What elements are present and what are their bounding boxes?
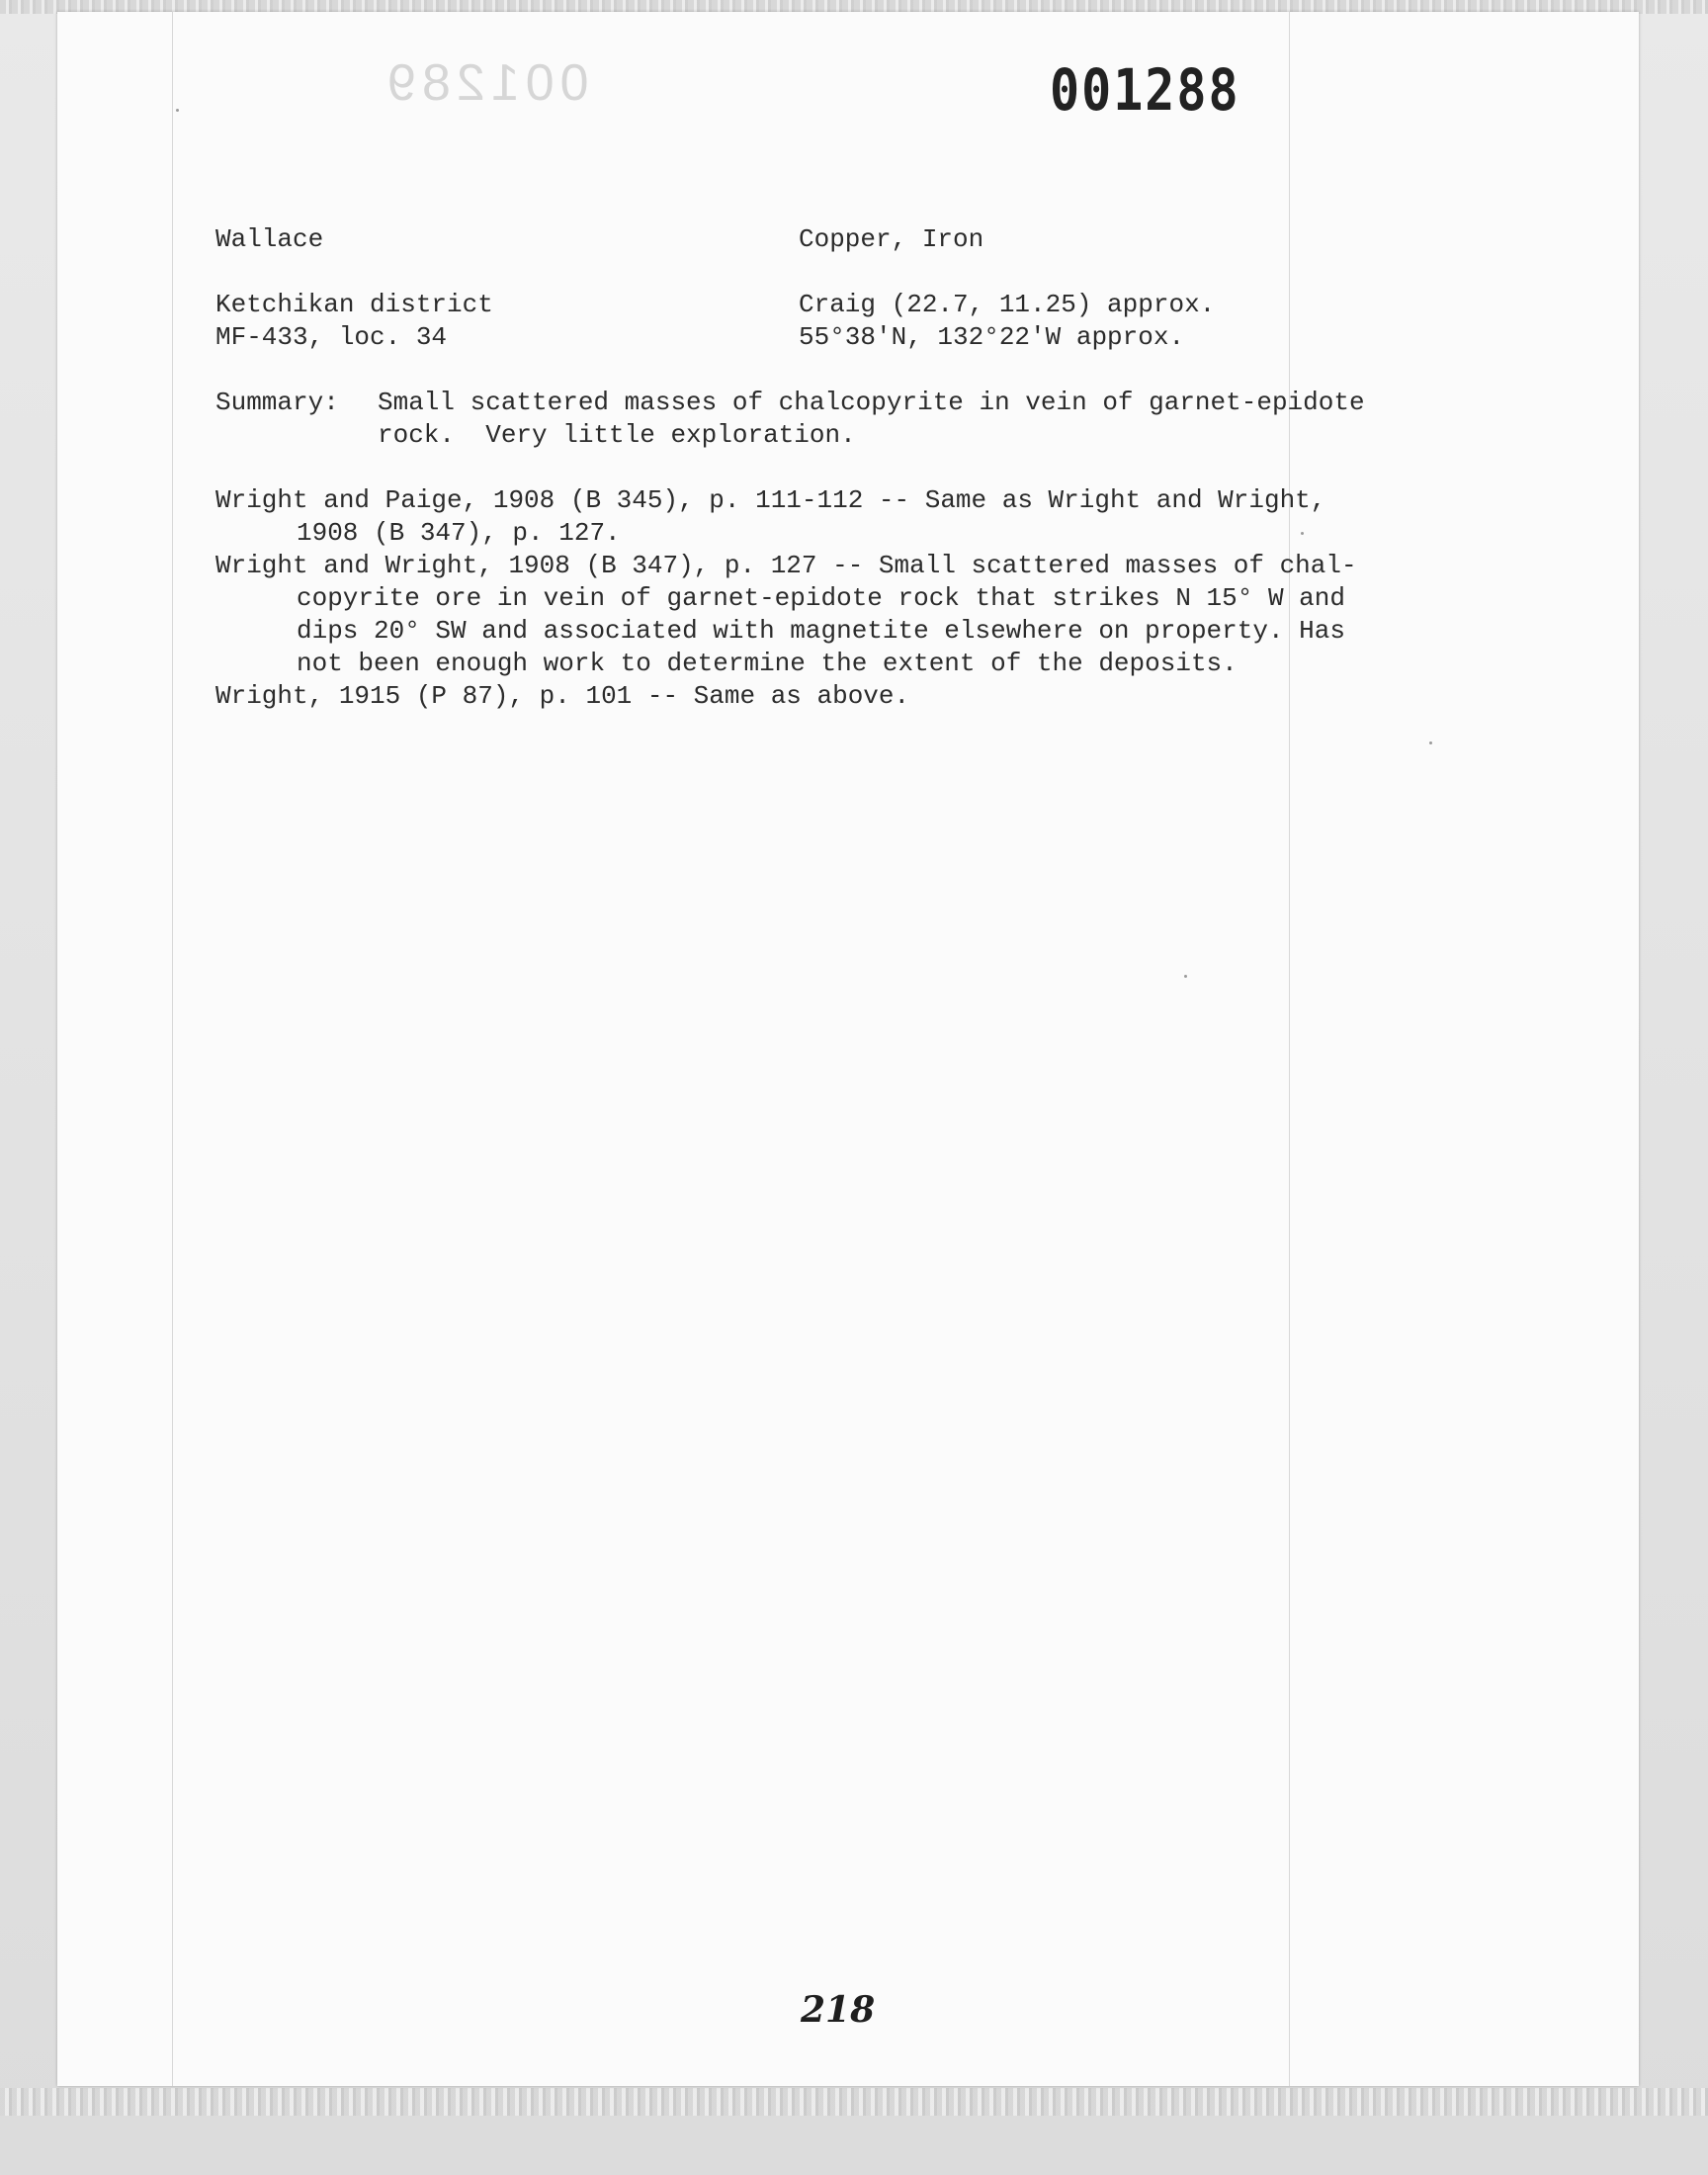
scan-speck (176, 109, 179, 112)
record-commodities: Copper, Iron (799, 224, 984, 254)
reference-entry (215, 680, 909, 713)
summary-line: rock. Very little exploration. (378, 420, 856, 450)
reference-first-line: Wright and Paige, 1908 (B 345), p. 111-112 -- Same as Wright and Wright, (215, 485, 1326, 515)
record-district: Ketchikan district (215, 290, 493, 319)
bleed-through-number: 001289 (382, 54, 589, 112)
record-coordinates: 55°38'N, 132°22'W approx. (799, 322, 1185, 352)
record-name: Wallace (215, 224, 324, 254)
fold-line-right (1289, 12, 1290, 2086)
scan-edge-bottom (0, 2088, 1708, 2116)
summary-label: Summary: (215, 388, 339, 417)
reference-continuation: dips 20° SW and associated with magnetite elsewhere on property. Has (297, 616, 1345, 646)
document-number: 001288 (1050, 57, 1240, 124)
record-quadrangle: Craig (22.7, 11.25) approx. (799, 290, 1216, 319)
fold-line-left (172, 12, 173, 2086)
reference-continuation: not been enough work to determine the extent of the deposits. (297, 649, 1238, 678)
reference-continuation: 1908 (B 347), p. 127. (297, 518, 621, 548)
scan-speck (1184, 975, 1187, 978)
handwritten-page-number: 218 (801, 1989, 876, 2031)
reference-first-line: Wright, 1915 (P 87), p. 101 -- Same as above. (215, 681, 910, 711)
scan-speck (1429, 741, 1432, 744)
summary-line: Small scattered masses of chalcopyrite in vein of garnet-epidote (378, 388, 1365, 417)
reference-continuation: copyrite ore in vein of garnet-epidote rock that strikes N 15° W and (297, 583, 1345, 613)
reference-entry (215, 550, 1357, 680)
reference-first-line: Wright and Wright, 1908 (B 347), p. 127 -- Small scattered masses of chal- (215, 551, 1357, 580)
record-map-reference: MF-433, loc. 34 (215, 322, 448, 352)
reference-entry (215, 484, 1325, 550)
